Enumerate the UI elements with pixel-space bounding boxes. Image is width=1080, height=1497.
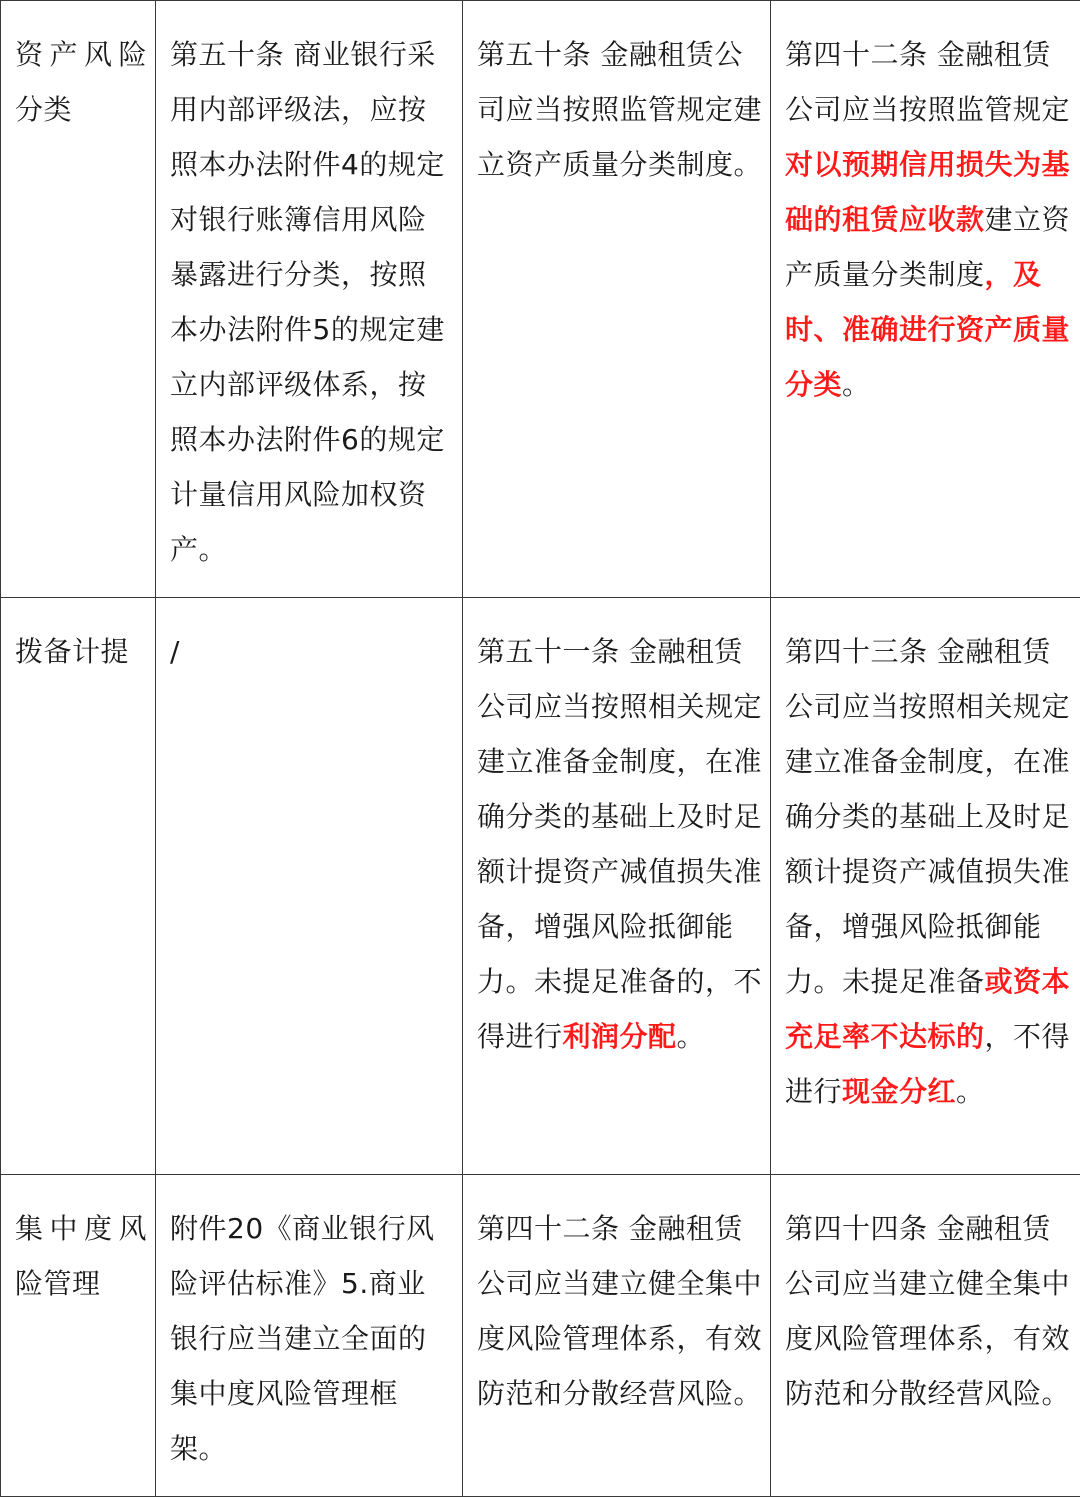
highlighted-change: 利润分配 bbox=[563, 1020, 677, 1053]
table-row bbox=[1, 1, 1080, 598]
highlighted-change: 对以预期信用损失为基础的租赁应收款 bbox=[785, 148, 1070, 236]
table-row bbox=[1, 598, 1080, 1175]
table-row bbox=[1, 1175, 1080, 1497]
commercial-bank-clause: 第五十条 商业银行采用内部评级法，应按照本办法附件4的规定对银行账簿信用风险暴露进行分类，按照本办法附件5的规定建立内部评级体系，按照本办法附件6的规定计量信用风险加权资产。 bbox=[156, 1, 463, 598]
commercial-bank-clause: 附件20《商业银行风险评估标准》5.商业银行应当建立全面的集中度风险管理框架。 bbox=[156, 1175, 463, 1497]
new-leasing-clause bbox=[771, 598, 1080, 1175]
clause-text: 。 bbox=[842, 368, 871, 401]
clause-text: ，不得进行 bbox=[785, 1020, 1070, 1108]
row-label: 资产风险分类 bbox=[1, 1, 156, 598]
commercial-bank-clause: / bbox=[156, 598, 463, 1175]
clause-text: 第五十一条 金融租赁公司应当按照相关规定建立准备金制度，在准确分类的基础上及时足额计提资产减值损失准备，增强风险抵御能力。未提足准备的，不得进行 bbox=[477, 635, 762, 1053]
old-leasing-clause: 第五十条 金融租赁公司应当按照监管规定建立资产质量分类制度。 bbox=[463, 1, 771, 598]
new-leasing-clause: 第四十四条 金融租赁公司应当建立健全集中度风险管理体系，有效防范和分散经营风险。 bbox=[771, 1175, 1080, 1497]
highlighted-change: 现金分红 bbox=[842, 1075, 956, 1108]
new-leasing-clause bbox=[771, 1, 1080, 598]
old-leasing-clause bbox=[463, 598, 771, 1175]
clause-text: 第四十二条 金融租赁公司应当按照监管规定 bbox=[785, 38, 1070, 126]
clause-text: 。 bbox=[956, 1075, 985, 1108]
clause-text: 第四十三条 金融租赁公司应当按照相关规定建立准备金制度，在准确分类的基础上及时足额计提资产减值损失准备，增强风险抵御能力。未提足准备 bbox=[785, 635, 1070, 998]
clause-text: 建立资产质量分类制度 bbox=[785, 203, 1070, 291]
row-label: 拨备计提 bbox=[1, 598, 156, 1175]
old-leasing-clause: 第四十二条 金融租赁公司应当建立健全集中度风险管理体系，有效防范和分散经营风险。 bbox=[463, 1175, 771, 1497]
row-label: 集中度风险管理 bbox=[1, 1175, 156, 1497]
clause-text: 。 bbox=[677, 1020, 706, 1053]
highlighted-change: ，及时、准确进行资产质量分类 bbox=[785, 258, 1070, 401]
highlighted-change: 或资本充足率不达标的 bbox=[785, 965, 1070, 1053]
